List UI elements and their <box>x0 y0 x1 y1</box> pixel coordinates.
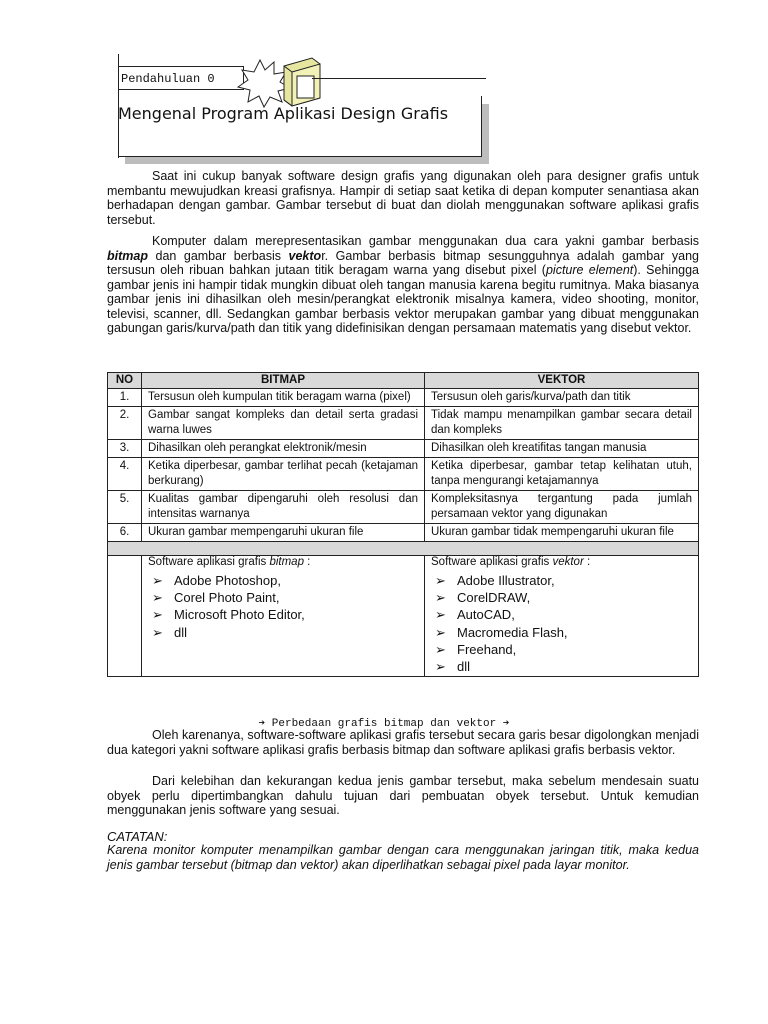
software-bitmap-colon: : <box>303 556 311 568</box>
list-item: ➢ Freehand, <box>431 641 692 658</box>
paragraph-2 <box>107 234 699 336</box>
title-shadow-bottom <box>125 156 489 164</box>
software-vektor-colon: : <box>583 556 591 568</box>
list-item: ➢ dll <box>148 624 418 641</box>
software-bitmap-cell <box>142 556 425 677</box>
header-vektor: VEKTOR <box>425 373 699 389</box>
row-bitmap: Dihasilkan oleh perangkat elektronik/mesin <box>142 440 425 458</box>
row-bitmap: Tersusun oleh kumpulan titik beragam warna (pixel) <box>142 389 425 407</box>
separator-cell <box>108 542 699 556</box>
bitmap-software-list <box>148 572 418 641</box>
title-shadow <box>481 104 489 164</box>
chapter-tag: Pendahuluan 0 <box>118 66 244 90</box>
paragraph-2-text-c: r. Gambar berbasis bitmap sesungguhnya adalah gambar yang tersusun oleh ribuan bahkan jutaan titik beragam warna yang disebut pixel ( <box>107 248 699 277</box>
paragraph-3 <box>107 728 699 757</box>
table-row <box>108 407 699 440</box>
software-vektor-cell <box>425 556 699 677</box>
table-row <box>108 491 699 524</box>
table-row <box>108 389 699 407</box>
software-bitmap-word: bitmap <box>269 556 304 568</box>
table-row <box>108 440 699 458</box>
table-caption: ➔ Perbedaan grafis bitmap dan vektor ➔ <box>258 718 510 730</box>
list-item: ➢ Corel Photo Paint, <box>148 589 418 606</box>
note-heading: CATATAN: <box>107 829 168 844</box>
row-vektor: Tersusun oleh garis/kurva/path dan titik <box>425 389 699 407</box>
row-bitmap: Gambar sangat kompleks dan detail serta gradasi warna luwes <box>142 407 425 440</box>
row-no: 5. <box>108 491 142 524</box>
paragraph-3-text: Oleh karenanya, software-software aplikasi grafis tersebut secara garis besar digolongkan menjadi dua kategori yakni software aplikasi grafis berbasis bitmap dan software aplikasi grafis berbasis vektor. <box>107 728 699 757</box>
list-item: ➢ Macromedia Flash, <box>431 624 692 641</box>
page-title: Mengenal Program Aplikasi Design Grafis <box>118 104 449 123</box>
software-vektor-word: vektor <box>552 556 584 568</box>
row-vektor: Kompleksitasnya tergantung pada jumlah persamaan vektor yang digunakan <box>425 491 699 524</box>
title-frame-bottom <box>118 156 482 157</box>
list-item: ➢ Adobe Illustrator, <box>431 572 692 589</box>
row-bitmap: Ukuran gambar mempengaruhi ukuran file <box>142 524 425 542</box>
header-bitmap: BITMAP <box>142 373 425 389</box>
software-empty-cell <box>108 556 142 677</box>
list-item: ➢ CorelDRAW, <box>431 589 692 606</box>
list-item: ➢ Microsoft Photo Editor, <box>148 606 418 623</box>
list-item: ➢ dll <box>431 658 692 675</box>
vektor-software-list <box>431 572 692 675</box>
title-frame-right <box>481 96 482 156</box>
software-bitmap-intro: Software aplikasi grafis <box>148 556 270 568</box>
term-picture-element: picture element <box>545 263 634 277</box>
row-vektor: Tidak mampu menampilkan gambar secara detail dan kompleks <box>425 407 699 440</box>
row-no: 1. <box>108 389 142 407</box>
table-separator-row <box>108 542 699 556</box>
starburst-book-icon <box>236 52 328 110</box>
list-item: ➢ AutoCAD, <box>431 606 692 623</box>
table-header-row <box>108 373 699 389</box>
row-bitmap: Ketika diperbesar, gambar terlihat pecah (ketajaman berkurang) <box>142 458 425 491</box>
header-no: NO <box>108 373 142 389</box>
header-rule <box>312 78 486 79</box>
term-vektor: vekto <box>288 248 322 263</box>
row-vektor: Ketika diperbesar, gambar tetap kelihatan utuh, tanpa mengurangi ketajamannya <box>425 458 699 491</box>
paragraph-1-text: Saat ini cukup banyak software design grafis yang digunakan oleh para designer grafis untuk membantu mewujudkan kreasi grafisnya. Hampir di setiap saat ketika di depan komputer senantiasa akan berhadapan dengan gambar. Gambar tersebut di buat dan diolah menggunakan software aplikasi grafis tersebut. <box>107 169 699 227</box>
software-vektor-intro: Software aplikasi grafis <box>431 556 553 568</box>
paragraph-2-text-a: Komputer dalam merepresentasikan gambar menggunakan dua cara yakni gambar berbasis <box>152 234 699 248</box>
row-no: 6. <box>108 524 142 542</box>
software-bitmap-heading <box>148 555 418 570</box>
row-no: 3. <box>108 440 142 458</box>
note-text: Karena monitor komputer menampilkan gambar dengan cara menggunakan jaringan titik, maka kedua jenis gambar tersebut (bitmap dan vektor) akan diperlihatkan sebagai pixel pada layar monitor. <box>107 843 699 872</box>
software-vektor-heading <box>431 555 692 570</box>
paragraph-1 <box>107 169 699 227</box>
term-bitmap: bitmap <box>107 248 148 263</box>
software-row <box>108 556 699 677</box>
comparison-table <box>107 372 699 677</box>
row-no: 2. <box>108 407 142 440</box>
row-no: 4. <box>108 458 142 491</box>
paragraph-4 <box>107 774 699 818</box>
row-vektor: Dihasilkan oleh kreatifitas tangan manusia <box>425 440 699 458</box>
paragraph-2-text-d: ). Sehingga gambar jenis ini hampir tidak mungkin dibuat oleh tangan manusia karena begitu rumitnya. Maka biasanya gambar jenis ini dihasilkan oleh mesin/perangkat elektronik misalnya kamera, video shooting, monitor, televisi, scanner, dll. Sedangkan gambar berbasis vektor merupakan gambar yang dibuat menggunakan gabungan garis/kurva/path dan titik yang didefinisikan dengan persamaan matematis yang disebut vektor. <box>107 263 699 335</box>
table-row <box>108 524 699 542</box>
paragraph-4-text: Dari kelebihan dan kekurangan kedua jenis gambar tersebut, maka sebelum mendesain suatu obyek perlu dipertimbangkan dahulu tujuan dari pembuatan obyek tersebut. Untuk kemudian menggunakan jenis software yang sesuai. <box>107 774 699 817</box>
row-vektor: Ukuran gambar tidak mempengaruhi ukuran file <box>425 524 699 542</box>
paragraph-2-text-b: dan gambar berbasis <box>147 248 289 263</box>
row-bitmap: Kualitas gambar dipengaruhi oleh resolusi dan intensitas warnanya <box>142 491 425 524</box>
list-item: ➢ Adobe Photoshop, <box>148 572 418 589</box>
table-row <box>108 458 699 491</box>
